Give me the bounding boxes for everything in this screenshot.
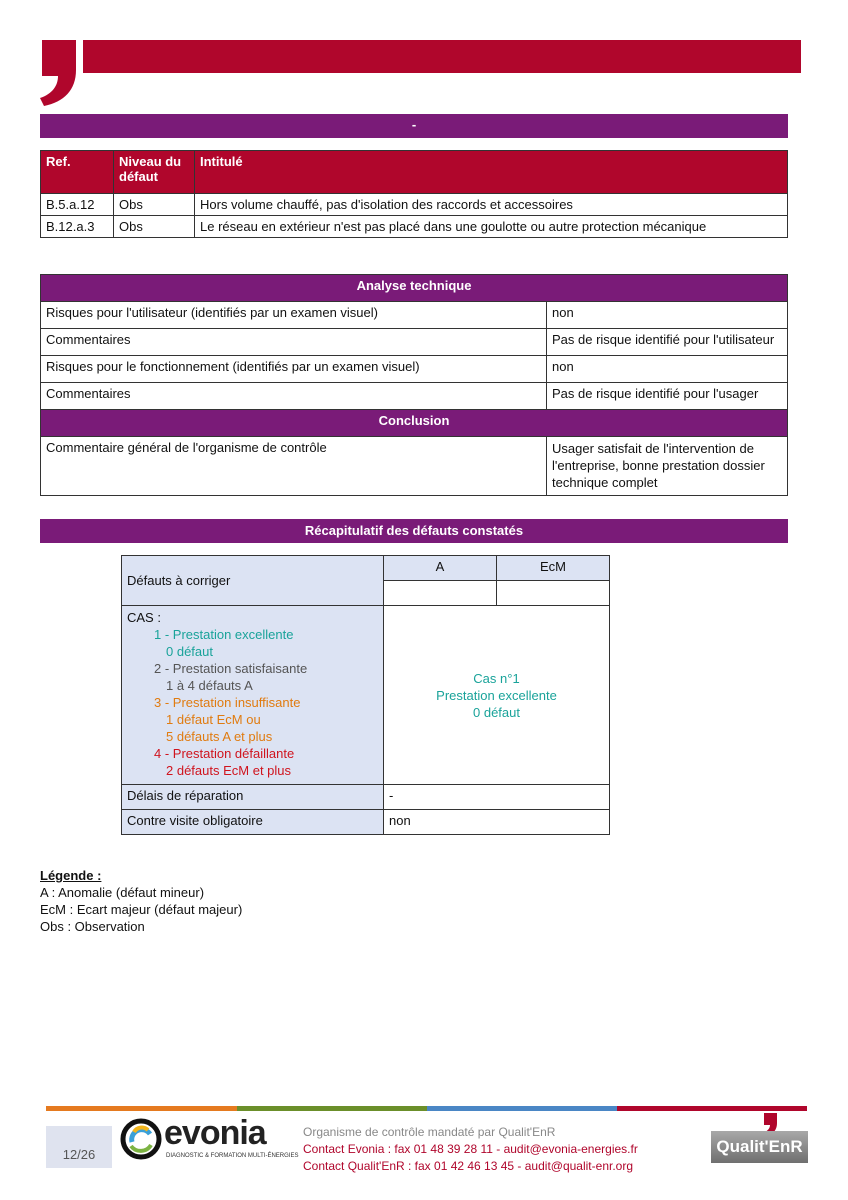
footer-line-red <box>617 1106 807 1111</box>
recap-title-text: Récapitulatif des défauts constatés <box>304 523 524 538</box>
result-line3: 0 défaut <box>473 704 520 720</box>
qualitenr-logo <box>711 1113 808 1167</box>
table-row <box>41 437 788 496</box>
footer-line-orange <box>46 1106 237 1111</box>
section-bar-dash <box>40 114 788 138</box>
cas-3-line1: 3 - Prestation insuffisante <box>154 695 301 710</box>
evonia-logo-text: evonia <box>164 1114 266 1152</box>
analysis-section-title: Analyse technique <box>41 275 788 302</box>
recap-table <box>121 555 610 835</box>
evonia-logo <box>120 1114 299 1164</box>
count-ecm <box>497 581 610 606</box>
analysis-table <box>40 274 788 496</box>
analysis-label: Commentaires <box>41 329 547 356</box>
defect-ref: B.5.a.12 <box>41 194 114 216</box>
table-row <box>41 302 788 329</box>
table-row <box>41 329 788 356</box>
section-dash: - <box>411 117 417 132</box>
defect-title: Hors volume chauffé, pas d'isolation des raccords et accessoires <box>195 194 788 216</box>
legend <box>40 867 242 935</box>
analysis-value: non <box>547 356 788 383</box>
defects-table <box>40 150 788 238</box>
defect-title: Le réseau en extérieur n'est pas placé dans une goulotte ou autre protection mécanique <box>195 216 788 238</box>
table-row <box>41 383 788 410</box>
conclusion-section-title: Conclusion <box>41 410 788 437</box>
evonia-logo-icon <box>120 1118 162 1160</box>
recap-section-title <box>40 519 788 543</box>
table-row <box>41 216 788 238</box>
footer-line-blue <box>427 1106 617 1111</box>
col-ref: Ref. <box>41 151 114 194</box>
legend-title: Légende : <box>40 868 102 883</box>
table-row <box>41 194 788 216</box>
analysis-label: Risques pour le fonctionnement (identifiés par un examen visuel) <box>41 356 547 383</box>
revisit-label: Contre visite obligatoire <box>122 810 384 835</box>
legend-item: EcM : Ecart majeur (défaut majeur) <box>40 902 243 917</box>
evonia-logo-subtitle: DIAGNOSTIC & FORMATION MULTI-ÉNERGIES <box>166 1153 299 1159</box>
page-number-text: 12/26 <box>62 1147 96 1162</box>
table-row <box>41 356 788 383</box>
col-ecm-header: EcM <box>497 556 610 581</box>
legend-item: A : Anomalie (défaut mineur) <box>40 885 205 900</box>
legend-item: Obs : Observation <box>40 919 145 934</box>
cas-3-line2: 1 défaut EcM ou <box>166 712 261 727</box>
page-number <box>46 1126 112 1168</box>
cas-2-line1: 2 - Prestation satisfaisante <box>154 661 308 676</box>
defect-ref: B.12.a.3 <box>41 216 114 238</box>
defect-level: Obs <box>114 194 195 216</box>
delay-label: Délais de réparation <box>122 785 384 810</box>
header-bar <box>83 40 801 73</box>
cas-3-line3: 5 défauts A et plus <box>166 729 273 744</box>
cas-1-line1: 1 - Prestation excellente <box>154 627 294 642</box>
col-title: Intitulé <box>195 151 788 194</box>
analysis-value: non <box>547 302 788 329</box>
brand-mark-icon <box>40 40 76 106</box>
analysis-label: Risques pour l'utilisateur (identifiés par un examen visuel) <box>41 302 547 329</box>
footer-line1: Organisme de contrôle mandaté par Qualit'EnR <box>303 1125 556 1139</box>
cas-4-line2: 2 défauts EcM et plus <box>166 763 292 778</box>
result-line2: Prestation excellente <box>436 687 557 703</box>
defect-level: Obs <box>114 216 195 238</box>
cas-4-line1: 4 - Prestation défaillante <box>154 746 295 761</box>
conclusion-value: Usager satisfait de l'intervention de l'entreprise, bonne prestation dossier technique complet <box>547 437 788 496</box>
analysis-value: Pas de risque identifié pour l'usager <box>547 383 788 410</box>
delay-value: - <box>384 785 610 810</box>
cas-1-line2: 0 défaut <box>166 644 213 659</box>
qualitenr-logo-text: Qualit'EnR <box>711 1131 808 1163</box>
cas-2-line2: 1 à 4 défauts A <box>166 678 253 693</box>
result-line1: Cas n°1 <box>473 670 520 686</box>
col-a-header: A <box>384 556 497 581</box>
cas-label: CAS : <box>127 610 161 625</box>
footer-contact <box>303 1124 638 1175</box>
analysis-value: Pas de risque identifié pour l'utilisateur <box>547 329 788 356</box>
defects-to-fix-label: Défauts à corriger <box>122 556 384 606</box>
footer-line-green <box>237 1106 427 1111</box>
col-level: Niveau du défaut <box>114 151 195 194</box>
count-a <box>384 581 497 606</box>
footer-line3: Contact Qualit'EnR : fax 01 42 46 13 45 - audit@qualit-enr.org <box>303 1159 633 1173</box>
footer-line2: Contact Evonia : fax 01 48 39 28 11 - audit@evonia-energies.fr <box>303 1142 638 1156</box>
cas-legend <box>122 606 384 785</box>
cas-result <box>384 606 610 785</box>
revisit-value: non <box>384 810 610 835</box>
analysis-label: Commentaires <box>41 383 547 410</box>
defects-header-row <box>41 151 788 194</box>
conclusion-label: Commentaire général de l'organisme de contrôle <box>41 437 547 496</box>
